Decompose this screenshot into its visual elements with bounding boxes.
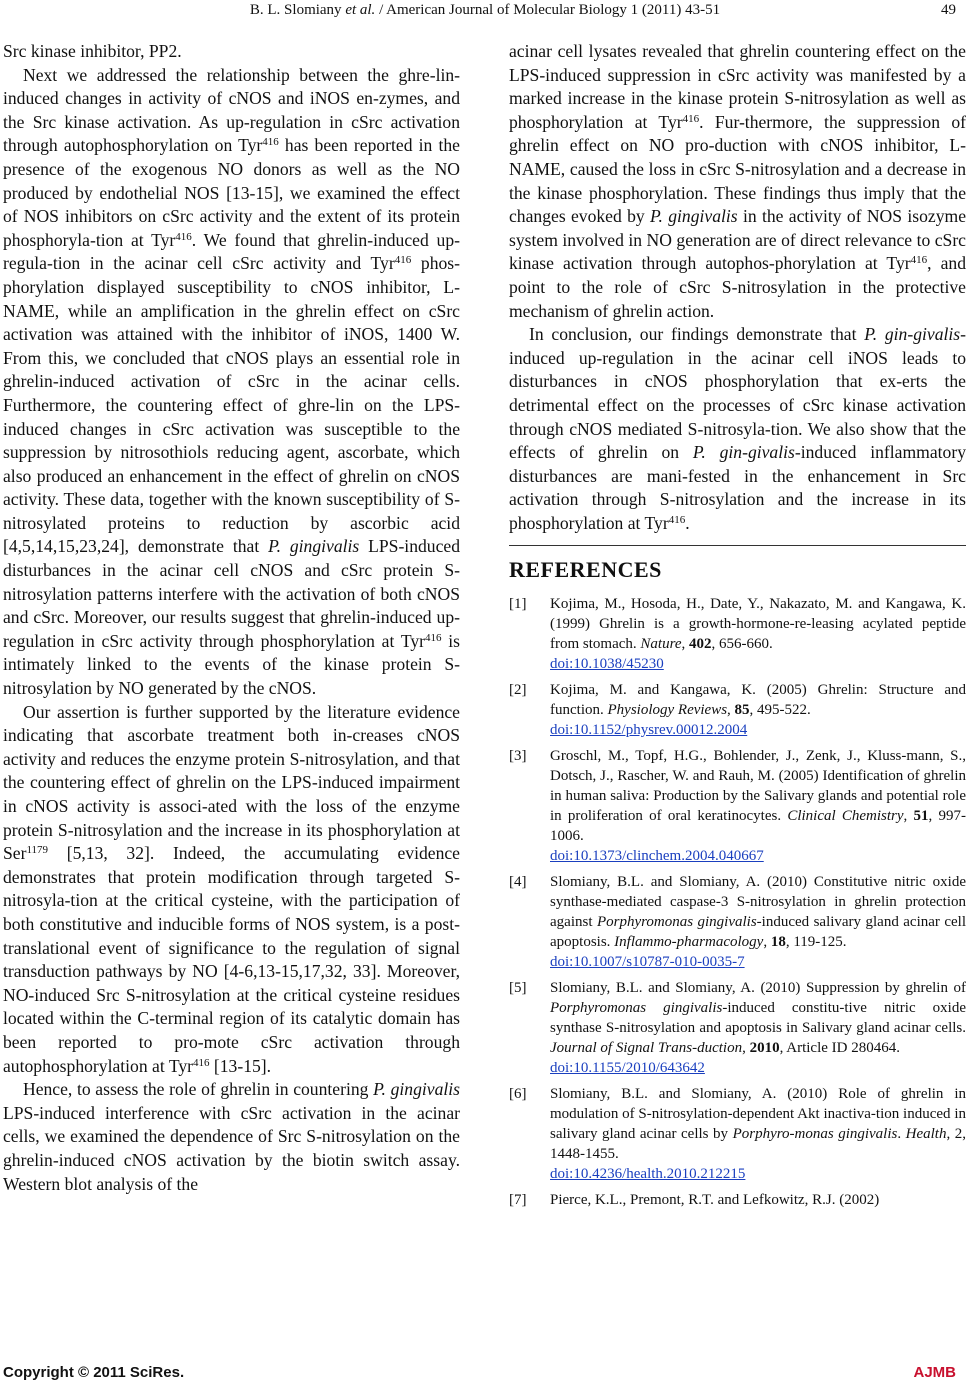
reference-item: [1] Kojima, M., Hosoda, H., Date, Y., Nakazato, M. and Kangawa, K. (1999) Ghrelin is a growth-hormone-re-leasing acylated peptide from stomach. Nature, 402, 656-660. doi:10.1038/45230 — [509, 596, 966, 673]
section-divider — [509, 545, 966, 546]
doi-link[interactable]: doi:10.1155/2010/643642 — [550, 1060, 705, 1077]
paragraph: Our assertion is further supported by the literature evidence indicating that ascorbate treatment both in-creases cNOS activity and reduces the enzyme protein S-nitrosylation, and that the countering effect of ghrelin on the LPS-induced impairment in cNOS activity is associ-ated with the loss of the enzyme protein S-nitrosylation and the increase in its phosphorylation at Ser$^{1179}$ [5,13, 32]. Indeed, the accumulating evidence demonstrates that protein modification through targeted S-nitrosyla-tion at the critical cysteine, with the participation of both constitutive and inducible forms of NOS system, is a post-translational event of significance to the regulation of signal transduction pathways by NO [4-6,13-15,17,32, 33]. Moreover, NO-induced Src S-nitrosylation at the critical cysteine residues located within the C-terminal region of its catalytic domain has been reported to pro-mote cSrc activation through autophosphorylation at Tyr$^{416}$ [13-15]. — [3, 701, 460, 1076]
doi-link[interactable]: doi:10.1152/physrev.00012.2004 — [550, 722, 748, 739]
running-header-title — [0, 2, 970, 19]
left-column — [3, 40, 460, 1196]
page-number: 49 — [941, 2, 956, 18]
running-header — [0, 0, 970, 24]
reference-list — [509, 594, 966, 1210]
reference-item: [2] Kojima, M. and Kangawa, K. (2005) Ghrelin: Structure and function. Physiology Reviews, 85, 495-522. doi:10.1152/physrev.00012.2004 — [509, 682, 966, 739]
paragraph: Hence, to assess the role of ghrelin in countering P. gingivalis LPS-induced interference with cSrc activation in the acinar cells, we examined the dependence of Src S-nitrosylation on the ghrelin-induced cNOS activation by the biotin switch assay. Western blot analysis of the — [3, 1079, 460, 1194]
header-etal: et al. — [345, 2, 376, 18]
reference-item: [6] Slomiany, B.L. and Slomiany, A. (2010) Role of ghrelin in modulation of S-nitrosylation-dependent Akt inactiva-tion induced in salivary gland acinar cells by Porphyro-monas gingivalis. Health, 2, 1448-1455. doi:10.4236/health.2010.212215 — [509, 1086, 966, 1183]
right-column — [509, 40, 966, 1216]
paragraph: acinar cell lysates revealed that ghrelin countering effect on the LPS-induced suppression in cSrc activity was manifested by a marked increase in the kinase protein S-nitrosylation as well as phosphorylation at Tyr$^{416}$. Fur-thermore, the suppression of ghrelin effect on NO pro-duction with cNOS inhibitor, L-NAME, caused the loss in cSrc S-nitrosylation and a decrease in the kinase phosphorylation. These findings thus imply that the changes evoked by P. gingivalis in the activity of NOS isozyme system involved in NO generation are of direct relevance to cSrc kinase activation through autophos-phorylation at Tyr$^{416}$, and point to the role of cSrc S-nitrosylation in the protective mechanism of ghrelin action. — [509, 41, 967, 321]
header-journal: / American Journal of Molecular Biology 1 (2011) 43-51 — [379, 2, 721, 18]
doi-link[interactable]: doi:10.4236/health.2010.212215 — [550, 1166, 746, 1183]
doi-link[interactable]: doi:10.1038/45230 — [550, 656, 664, 673]
paragraph: Next we addressed the relationship between the ghre-lin-induced changes in activity of cNOS and iNOS en-zymes, and the Src kinase activation. As up-regulation in cSrc activation through autophosphorylation on Tyr$^{416}$ has been reported in the presence of the exogenous NO donors as well as the NO produced by endothelial NOS [13-15], we examined the effect of NOS inhibitors on cSrc activity and the extent of its protein phosphoryla-tion at Tyr$^{416}$. We found that ghrelin-induced up-regula-tion in the acinar cell cSrc activity and Tyr$^{416}$ phos-phorylation displayed susceptibility to cNOS inhibitor, L-NAME, while an amplification in the ghrelin effect on cSrc activation was attained with the inhibitor of iNOS, 1400 W. From this, we concluded that cNOS plays an essential role in ghrelin-induced activation of cSrc in the acinar cells. Furthermore, the countering effect of ghre-lin on the LPS-induced changes in cSrc activation was susceptible to the suppression by nitrosothiols reducing agent, ascorbate, which also produced an enhancement in the effect of ghrelin on cNOS activity. These data, together with the known susceptibility of S-nitrosylated proteins to reduction by ascorbic acid [4,5,14,15,23,24], demonstrate that P. gingivalis LPS-induced disturbances in the acinar cell cNOS and cSrc protein S-nitrosylation patterns interfere with the activation of both cNOS and cSrc. Moreover, our results suggest that ghrelin-induced up-regulation in cSrc activity through phosphorylation at Tyr$^{416}$ is intimately linked to the events of the kinase protein S-nitrosylation by NO generated by the cNOS. — [3, 64, 461, 699]
journal-abbreviation: AJMB — [913, 1364, 956, 1381]
reference-item: [3] Groschl, M., Topf, H.G., Bohlender, J., Zenk, J., Kluss-mann, S., Dotsch, J., Rascher, W. and Rauh, M. (2005) Identification of ghrelin in human saliva: Production by the Salivary glands and potential role in proliferation of oral keratinocytes. Clinical Chemistry, 51, 997-1006. doi:10.1373/clinchem.2004.040667 — [509, 748, 967, 865]
reference-item: [4] Slomiany, B.L. and Slomiany, A. (2010) Constitutive nitric oxide synthase-mediated caspase-3 S-nitrosylation in ghrelin protection against Porphyromonas gingivalis-induced salivary gland acinar cell apoptosis. Inflammo-pharmacology, 18, 119-125. doi:10.1007/s10787-010-0035-7 — [509, 874, 966, 971]
paragraph: Src kinase inhibitor, PP2. — [3, 41, 182, 61]
reference-item: [7] Pierce, K.L., Premont, R.T. and Lefkowitz, R.J. (2002) — [509, 1192, 880, 1209]
doi-link[interactable]: doi:10.1373/clinchem.2004.040667 — [550, 848, 764, 865]
reference-item: [5] Slomiany, B.L. and Slomiany, A. (2010) Suppression by ghrelin of Porphyromonas gingivalis-induced constitu-tive nitric oxide synthase S-nitrosylation and apoptosis in Salivary gland acinar cells. Journal of Signal Trans-duction, 2010, Article ID 280464. doi:10.1155/2010/643642 — [509, 980, 966, 1077]
header-authors: B. L. Slomiany — [249, 2, 342, 18]
copyright-notice: Copyright © 2011 SciRes. — [3, 1364, 185, 1381]
paragraph: In conclusion, our findings demonstrate that P. gin-givalis-induced up-regulation in the acinar cell iNOS leads to disturbances in cNOS phosphorylation that ex-erts the detrimental effect on the processes of cSrc kinase activation through cNOS mediated S-nitrosyla-tion. We also show that the effects of ghrelin on P. gin-givalis-induced inflammatory disturbances are mani-fested in the enhancement in Src activation through S-nitrosylation and the increase in its phosphorylation at Tyr$^{416}$. — [509, 324, 966, 533]
references-heading: REFERENCES — [509, 557, 662, 583]
doi-link[interactable]: doi:10.1007/s10787-010-0035-7 — [550, 954, 745, 971]
